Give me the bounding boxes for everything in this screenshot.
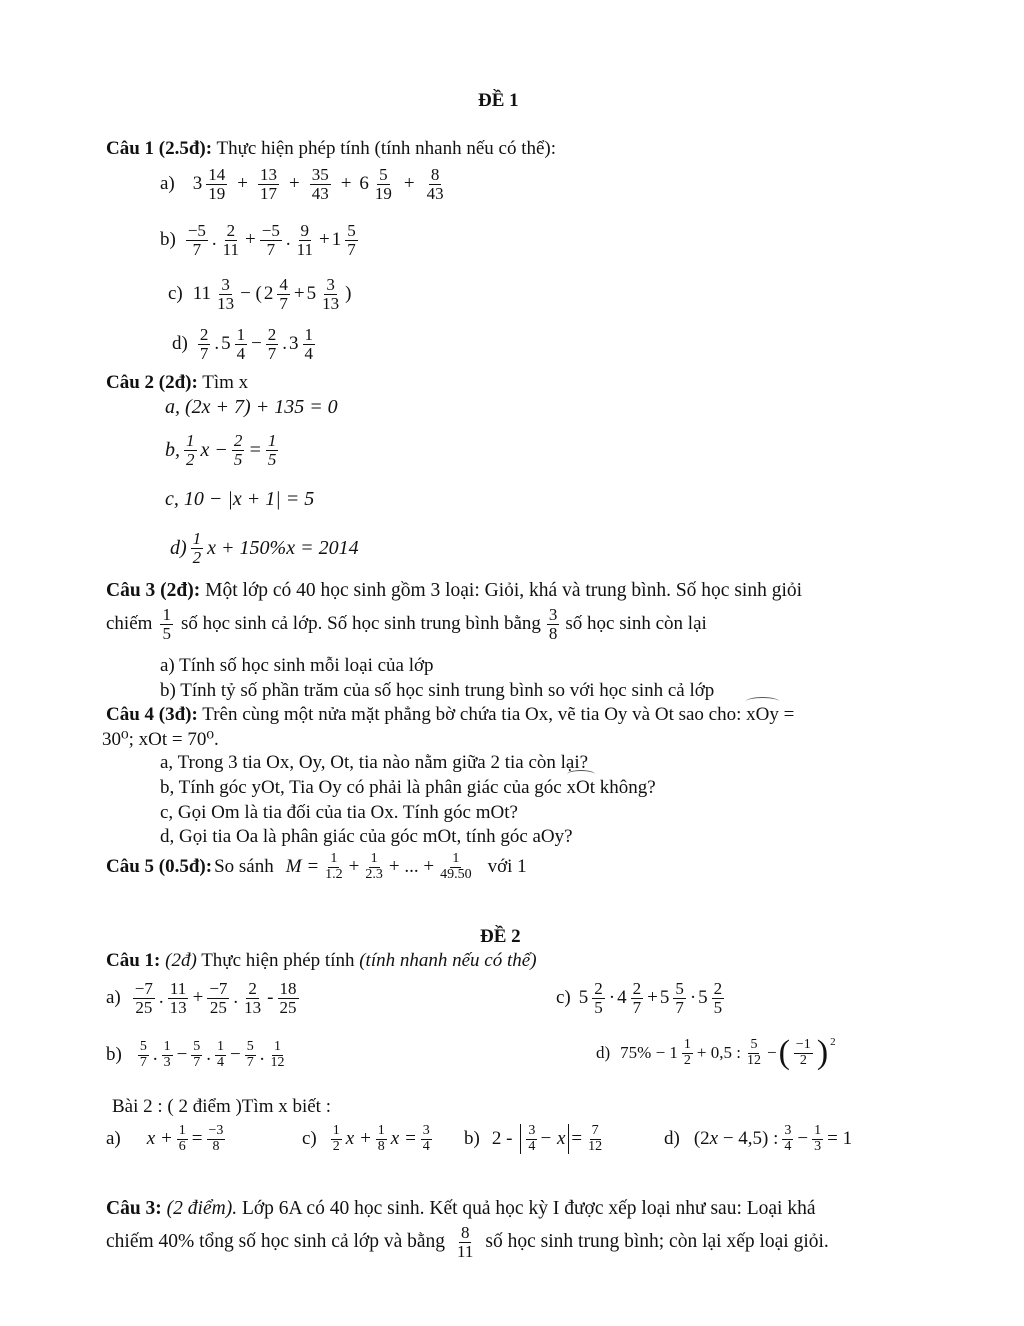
- de1-q1-d: d) $\frac{2}{7}$ . 5 $\frac{1}{4}$ − $\frac{2}{7}$ . 3 $\frac{1}{4}$: [172, 325, 314, 363]
- fraction: $\frac{2}{7}$: [632, 979, 642, 1017]
- item-label: b): [160, 229, 176, 251]
- de1-q4-a: a, Trong 3 tia Ox, Oy, Ot, tia nào nằm giữa 2 tia còn lại?: [160, 752, 589, 773]
- fraction: $\frac{1}{4}$: [304, 325, 314, 363]
- fraction: $\frac{5}{7}$: [139, 1039, 147, 1070]
- fraction: $\frac{1}{1.2}$: [325, 851, 343, 882]
- de2-q3-line2: chiếm 40% tổng số học sinh cả lớp và bằng $\frac{8}{11}$ số học sinh trung bình; còn lại xếp loại giỏi.: [106, 1223, 829, 1261]
- de2-bai2-a: a) x + $\frac{1}{6}$ = $\frac{-3}{8}$: [106, 1123, 224, 1154]
- fraction: $\frac{3}{4}$: [528, 1123, 536, 1154]
- fraction: $\frac{-7}{25}$: [134, 979, 153, 1017]
- de1-q4-heading: Câu 4 (3đ): Trên cùng một nửa mặt phẳng bờ chứa tia Ox, vẽ tia Oy và Ot sao cho: xOy =: [106, 704, 795, 725]
- fraction: $\frac{1}{49.50}$: [440, 851, 472, 882]
- fraction: $\frac{2}{11}$: [222, 221, 240, 259]
- de2-bai2-heading: Bài 2 : ( 2 điểm )Tìm x biết :: [112, 1096, 331, 1117]
- de2-q1-b: b) $\frac{5}{7}$ . $\frac{1}{3}$ − $\frac{5}{7}$ . $\frac{1}{4}$ − $\frac{5}{7}$ . $\frac{1}{12}$: [106, 1039, 285, 1070]
- de1-q3-b: b) Tính tỷ số phần trăm của số học sinh trung bình so với học sinh cả lớp: [160, 680, 715, 701]
- fraction: $\frac{1}{2}$: [683, 1036, 691, 1068]
- de2-q3-heading: Câu 3: (2 điểm). Lớp 6A có 40 học sinh. Kết quả học kỳ I được xếp loại như sau: Loại khá: [106, 1198, 816, 1219]
- fraction: $\frac{1}{12}$: [270, 1039, 285, 1070]
- fraction: $\frac{-7}{25}$: [209, 979, 228, 1017]
- angle-symbol: xOy: [746, 704, 779, 725]
- de1-q2-heading: [106, 372, 248, 394]
- de2-bai2-b: b) 2 - $\frac{3}{4}$ − x = $\frac{7}{12}$: [464, 1123, 603, 1154]
- fraction: $\frac{-1}{2}$: [795, 1036, 811, 1068]
- de1-q4-b: b, Tính góc yOt, Tia Oy có phải là phân giác của góc xOt không?: [160, 777, 656, 798]
- de1-q2-b: b, $\frac{1}{2}$ x − $\frac{2}{5}$ = $\frac{1}{5}$: [165, 431, 277, 469]
- fraction: $\frac{1}{2}$: [192, 529, 202, 567]
- fraction: $\frac{1}{5}$: [267, 431, 277, 469]
- fraction: $\frac{5}{7}$: [675, 979, 684, 1017]
- de1-q1-text: Thực hiện phép tính (tính nhanh nếu có thể):: [212, 138, 557, 159]
- fraction: $\frac{8}{11}$: [457, 1223, 474, 1261]
- de2-title: ĐỀ 2: [480, 926, 521, 947]
- fraction: $\frac{11}{13}$: [169, 979, 187, 1017]
- fraction: $\frac{-5}{7}$: [187, 221, 206, 259]
- de2-q1-a: a) $\frac{-7}{25}$ . $\frac{11}{13}$ + $\frac{-7}{25}$ . $\frac{2}{13}$ - $\frac{18}{25}$: [106, 979, 297, 1017]
- item-label: a): [160, 173, 175, 195]
- fraction: $\frac{8}{43}$: [426, 165, 444, 203]
- de1-q4-line2: 30⁰; xOt = 70⁰.: [102, 729, 219, 750]
- fraction: $\frac{1}{6}$: [178, 1123, 186, 1154]
- de2-q1-c: c) 5 $\frac{2}{5}$ · 4 $\frac{2}{7}$ + 5 $\frac{5}{7}$ · 5 $\frac{2}{5}$: [556, 979, 723, 1017]
- fraction: $\frac{5}{19}$: [374, 165, 392, 203]
- fraction: $\frac{1}{2}$: [186, 431, 195, 469]
- fraction: $\frac{4}{7}$: [279, 275, 288, 313]
- de1-q2-text: Tìm x: [197, 372, 249, 393]
- fraction: $\frac{35}{43}$: [311, 165, 329, 203]
- de1-title: ĐỀ 1: [478, 90, 519, 111]
- fraction: $\frac{-3}{8}$: [208, 1123, 224, 1154]
- fraction: $\frac{-5}{7}$: [261, 221, 280, 259]
- fraction: $\frac{5}{7}$: [347, 221, 356, 259]
- fraction: $\frac{3}{13}$: [217, 275, 235, 313]
- de2-q1-d: d) 75% − 1 $\frac{1}{2}$ + 0,5 : $\frac{5}{12}$ − ( $\frac{-1}{2}$ ) $^2$: [596, 1034, 836, 1071]
- fraction: $\frac{5}{7}$: [193, 1039, 201, 1070]
- fraction: $\frac{1}{3}$: [163, 1039, 171, 1070]
- fraction: $\frac{18}{25}$: [279, 979, 297, 1017]
- fraction: $\frac{2}{5}$: [713, 979, 723, 1017]
- de1-q4-c: c, Gọi Om là tia đối của tia Ox. Tính góc mOt?: [160, 802, 518, 823]
- fraction: $\frac{14}{19}$: [208, 165, 226, 203]
- de1-q1-label: Câu 1 (2.5đ):: [106, 138, 213, 159]
- fraction: $\frac{1}{8}$: [377, 1123, 385, 1154]
- mixed-int: 6: [359, 173, 369, 195]
- fraction: $\frac{9}{11}$: [296, 221, 313, 259]
- fraction: $\frac{1}{2.3}$: [365, 851, 383, 882]
- fraction: $\frac{5}{7}$: [246, 1039, 254, 1070]
- fraction: $\frac{1}{3}$: [814, 1123, 822, 1154]
- fraction: $\frac{3}{4}$: [422, 1123, 430, 1154]
- de1-q2-d: d) $\frac{1}{2}$ x + 150%x = 2014: [170, 529, 359, 567]
- fraction: $\frac{2}{7}$: [199, 325, 209, 363]
- de1-q1-b: b) $\frac{-5}{7}$ . $\frac{2}{11}$ + $\frac{-5}{7}$ . $\frac{9}{11}$ + 1 $\frac{5}{7}$: [160, 221, 356, 259]
- fraction: $\frac{2}{13}$: [244, 979, 262, 1017]
- fraction: $\frac{3}{4}$: [784, 1123, 792, 1154]
- fraction: $\frac{7}{12}$: [588, 1123, 603, 1154]
- fraction: $\frac{2}{7}$: [267, 325, 277, 363]
- fraction: $\frac{2}{5}$: [233, 431, 243, 469]
- fraction: $\frac{3}{13}$: [322, 275, 340, 313]
- fraction: $\frac{1}{5}$: [162, 605, 171, 643]
- mixed-int: 3: [192, 173, 203, 195]
- de1-q3-line2: chiếm $\frac{1}{5}$ số học sinh cả lớp. Số học sinh trung bình bằng $\frac{3}{8}$ số học sinh còn lại: [106, 605, 707, 643]
- de1-q1-heading: [106, 138, 556, 160]
- item-label: d): [172, 333, 188, 355]
- de1-q3-heading: Câu 3 (2đ): Một lớp có 40 học sinh gồm 3 loại: Giỏi, khá và trung bình. Số học sinh giỏi: [106, 580, 803, 601]
- fraction: $\frac{2}{5}$: [594, 979, 603, 1017]
- de1-q2-label: Câu 2 (2đ):: [106, 372, 198, 393]
- de1-q2-a: a, (2x + 7) + 135 = 0: [165, 396, 338, 418]
- de1-q1-c: c) 11 $\frac{3}{13}$ − ( 2 $\frac{4}{7}$ + 5 $\frac{3}{13}$ ): [168, 275, 352, 313]
- fraction: $\frac{5}{12}$: [746, 1036, 761, 1068]
- fraction: $\frac{13}{17}$: [259, 165, 277, 203]
- de1-q3-a: a) Tính số học sinh mỗi loại của lớp: [160, 655, 434, 676]
- fraction: $\frac{1}{2}$: [332, 1123, 340, 1154]
- de1-q4-d: d, Gọi tia Oa là phân giác của góc mOt, tính góc aOy?: [160, 826, 573, 847]
- fraction: $\frac{3}{8}$: [548, 605, 558, 643]
- angle-symbol: xOt: [566, 777, 595, 798]
- de2-bai2-c: c) $\frac{1}{2}$ x + $\frac{1}{8}$ x = $\frac{3}{4}$: [302, 1123, 430, 1154]
- fraction: $\frac{1}{4}$: [236, 325, 246, 363]
- de1-q2-c: c, 10 − |x + 1| = 5: [165, 488, 315, 510]
- fraction: $\frac{1}{4}$: [217, 1039, 225, 1070]
- de2-bai2-d: d) (2x − 4,5) : $\frac{3}{4}$ − $\frac{1}{3}$ = 1: [664, 1123, 853, 1154]
- de1-q1-a: a) 3 $\frac{14}{19}$ + $\frac{13}{17}$ + $\frac{35}{43}$ + 6 $\frac{5}{19}$ + $\frac{8}{43}$: [160, 165, 444, 203]
- de2-q1-heading: Câu 1: (2đ) Thực hiện phép tính (tính nhanh nếu có thể): [106, 950, 537, 971]
- item-label: c): [168, 283, 183, 305]
- de1-q5: Câu 5 (0.5đ): So sánh M = $\frac{1}{1.2}$ + $\frac{1}{2.3}$ + ... + $\frac{1}{49.50}$ với 1: [106, 851, 527, 882]
